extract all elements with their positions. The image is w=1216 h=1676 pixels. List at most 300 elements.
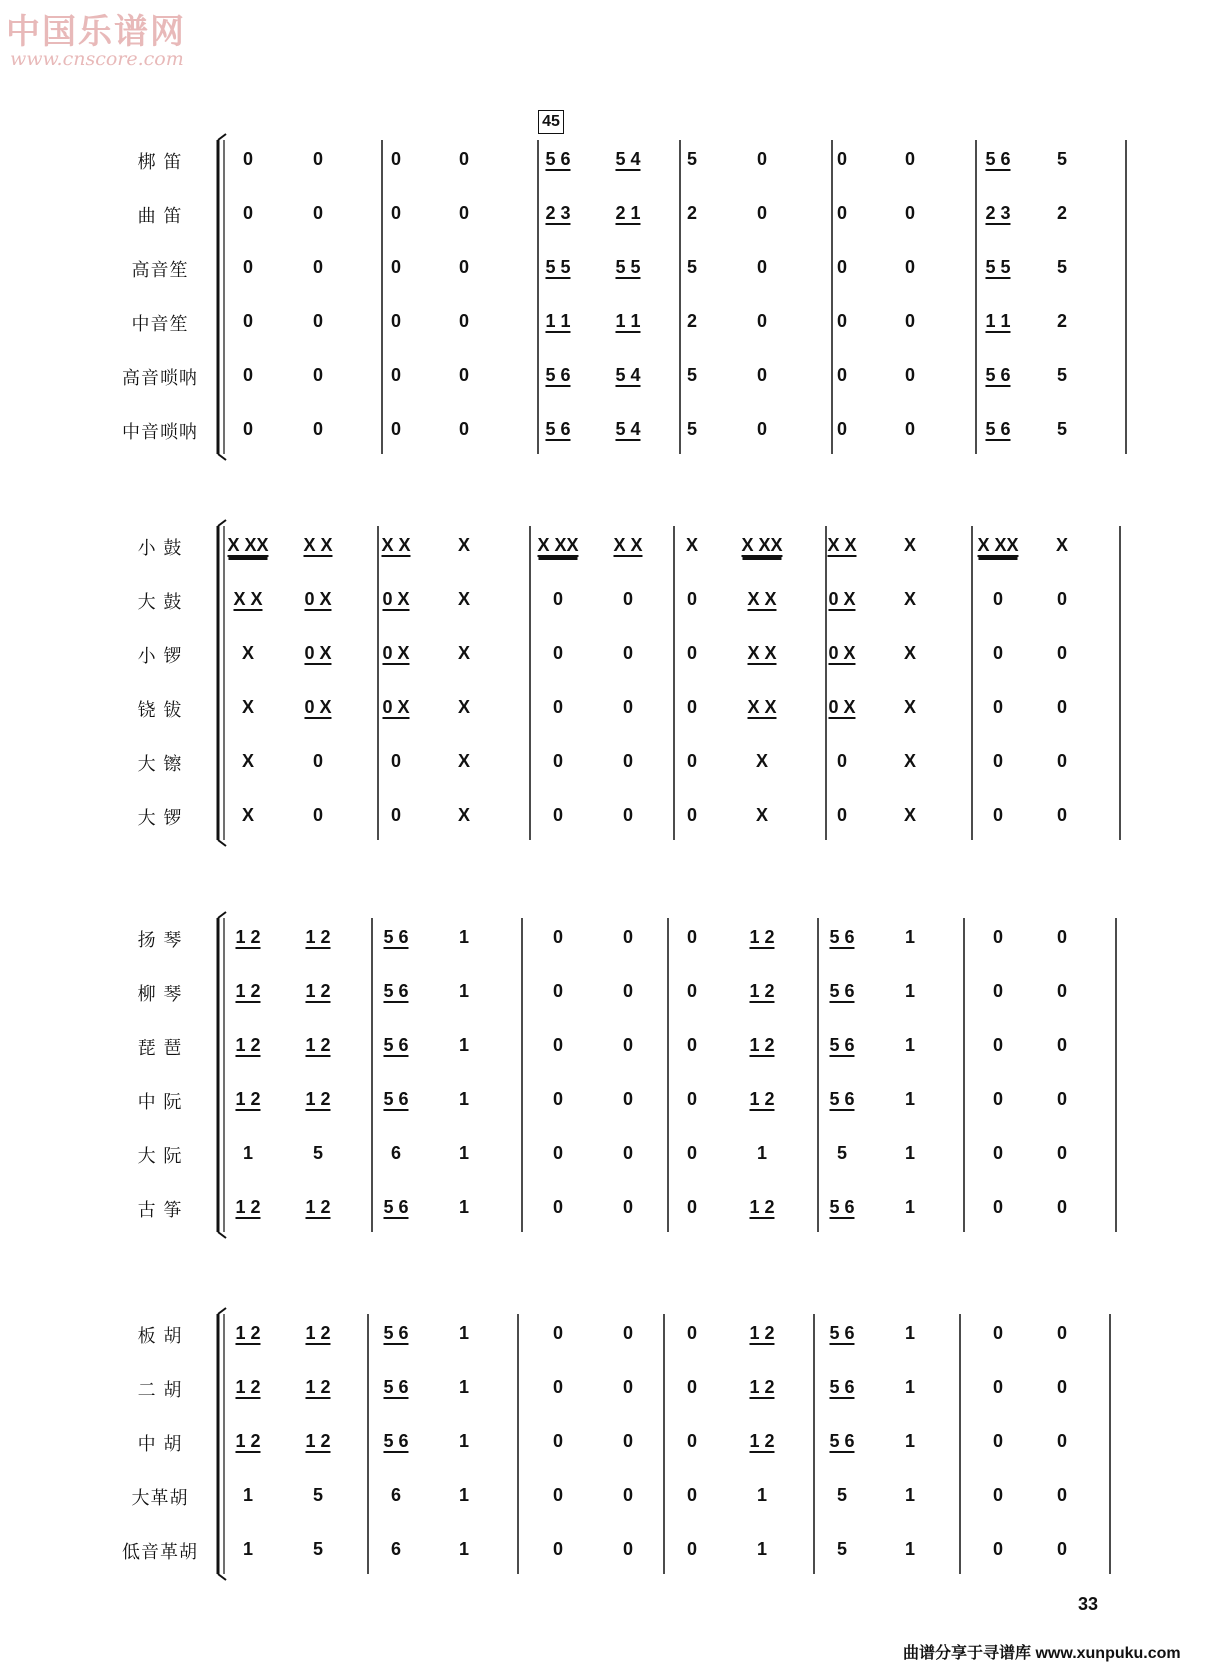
note: 0 X [828,697,856,717]
note: 1 2 [749,1377,775,1397]
note: 1 [458,1089,470,1109]
note: 1 2 [749,927,775,947]
note: 0 [756,311,768,331]
note: 1 [458,1035,470,1055]
note: 5 6 [985,365,1011,385]
note: X [457,535,471,555]
note: 0 [622,1197,634,1217]
note: 1 2 [235,981,261,1001]
note: 1 2 [235,1377,261,1397]
note: 1 2 [749,1323,775,1343]
note: 5 [686,149,698,169]
note: 0 [622,1323,634,1343]
note: 0 [1056,751,1068,771]
note: 1 2 [235,1431,261,1451]
instrument-label: 扬 琴 [137,930,183,951]
note: 1 [904,1431,916,1451]
note: 1 [904,1035,916,1055]
note: 0 [992,981,1004,1001]
note: 2 3 [985,203,1011,223]
note: X XX [977,535,1019,555]
note: 5 [686,419,698,439]
note: 0 [242,257,254,277]
note: 0 [552,751,564,771]
note: 1 1 [545,311,571,331]
note: 0 [686,751,698,771]
note: 5 4 [615,365,641,385]
note: 5 6 [383,981,409,1001]
note: 0 [312,203,324,223]
note: 5 [1056,365,1068,385]
note: 1 [904,1377,916,1397]
note: 0 [686,1431,698,1451]
note: X X [747,589,777,609]
note: 5 6 [829,1377,855,1397]
note: 0 [992,1197,1004,1217]
note: X [457,751,471,771]
note: 1 [458,981,470,1001]
note: 1 2 [749,1035,775,1055]
note: 0 [390,203,402,223]
note: 0 X [382,589,410,609]
note: 1 [242,1539,254,1559]
note: 0 X [828,589,856,609]
note: 5 5 [985,257,1011,277]
note: 0 [836,311,848,331]
note: 0 [1056,805,1068,825]
note: 1 2 [305,927,331,947]
note: 5 6 [829,927,855,947]
note: X X [747,697,777,717]
note: 1 1 [615,311,641,331]
instrument-label: 梆 笛 [137,152,183,173]
note: 2 [1056,311,1068,331]
note: 0 [622,751,634,771]
note: 1 [904,1485,916,1505]
note: 0 X [304,589,332,609]
note: 0 [312,419,324,439]
note: 0 [622,1035,634,1055]
note: 1 [756,1539,768,1559]
note: 5 [686,365,698,385]
note: 0 [992,1143,1004,1163]
note: 0 [552,927,564,947]
note: 0 [552,1197,564,1217]
note: 0 [622,589,634,609]
note: 1 2 [305,1431,331,1451]
note: 0 [686,643,698,663]
note: 0 [904,365,916,385]
note: 0 [1056,1197,1068,1217]
note: 1 [458,1377,470,1397]
note: 0 [686,1089,698,1109]
note: X [241,643,255,663]
page-number: 33 [1078,1594,1099,1614]
note: 1 [756,1143,768,1163]
note: 5 [312,1539,324,1559]
note: 0 [756,365,768,385]
note: X X [303,535,333,555]
note: 0 [686,589,698,609]
note: 0 [904,419,916,439]
note: 0 [458,419,470,439]
note: 6 [390,1485,402,1505]
note: 0 [312,311,324,331]
instrument-label: 小 鼓 [137,538,183,559]
note: 1 2 [235,927,261,947]
note: 0 [686,697,698,717]
note: 0 [242,311,254,331]
system-bracket-bottom [218,454,226,460]
note: 0 [992,751,1004,771]
note: 0 [312,149,324,169]
note: 0 [390,805,402,825]
note: 1 2 [235,1323,261,1343]
note: 2 [1056,203,1068,223]
note: 5 6 [985,149,1011,169]
watermark-url: www.cnscore.com [10,48,184,70]
note: 0 [312,805,324,825]
note: 0 X [382,643,410,663]
note: 1 [904,1143,916,1163]
note: 5 6 [383,1089,409,1109]
note: 0 [1056,697,1068,717]
instrument-label: 低音革胡 [122,1542,198,1563]
note: 0 [552,1485,564,1505]
note: 1 [904,1323,916,1343]
note: 0 [622,805,634,825]
note: 1 [904,1089,916,1109]
note: 0 [836,419,848,439]
note: X X [381,535,411,555]
note: 0 [836,805,848,825]
note: 0 [992,805,1004,825]
note: X XX [741,535,783,555]
note: 1 [458,1431,470,1451]
note: 0 [312,365,324,385]
note: 5 [312,1485,324,1505]
note: 0 [992,1539,1004,1559]
note: 0 [686,1143,698,1163]
note: 0 [312,257,324,277]
note: 1 [458,1197,470,1217]
note: 5 5 [545,257,571,277]
instrument-label: 大 镲 [137,754,183,775]
note: 1 2 [749,1197,775,1217]
note: 0 X [304,697,332,717]
note: 1 2 [305,1197,331,1217]
note: 0 [552,1143,564,1163]
note: 0 [756,257,768,277]
note: 5 6 [545,149,571,169]
note: 5 6 [829,1197,855,1217]
note: X [903,751,917,771]
note: 5 6 [383,927,409,947]
note: X XX [227,535,269,555]
note: 5 [686,257,698,277]
note: X [241,751,255,771]
instrument-label: 中 阮 [137,1092,183,1113]
note: 0 [756,149,768,169]
note: 1 2 [749,1089,775,1109]
note: 1 [756,1485,768,1505]
note: X X [613,535,643,555]
note: 6 [390,1143,402,1163]
note: 0 [458,149,470,169]
note: 0 [904,311,916,331]
note: 1 1 [985,311,1011,331]
note: 0 [312,751,324,771]
system-bracket-bottom [218,840,226,846]
note: 0 [836,203,848,223]
note: 0 [992,1323,1004,1343]
note: 1 2 [305,1089,331,1109]
note: 5 6 [383,1377,409,1397]
note: 0 [390,365,402,385]
instrument-label: 高音笙 [131,260,189,281]
note: 0 [686,1377,698,1397]
instrument-label: 小 锣 [137,646,183,667]
note: X [903,697,917,717]
note: 0 [622,1089,634,1109]
note: 1 [904,1197,916,1217]
note: 0 [1056,1539,1068,1559]
note: 5 6 [383,1323,409,1343]
note: 6 [390,1539,402,1559]
note: X [457,643,471,663]
note: 0 [904,257,916,277]
note: 0 [686,1323,698,1343]
note: 0 [836,365,848,385]
note: 1 [458,1539,470,1559]
note: X [903,535,917,555]
note: 0 [622,1431,634,1451]
note: X [457,805,471,825]
note: 0 [836,257,848,277]
note: X XX [537,535,579,555]
note: 0 [552,589,564,609]
note: 0 X [304,643,332,663]
instrument-label: 高音唢呐 [122,368,198,389]
note: 0 [1056,1089,1068,1109]
note: 0 [992,697,1004,717]
note: 0 [552,981,564,1001]
instrument-label: 板 胡 [137,1326,183,1347]
note: 0 [552,1539,564,1559]
note: 0 [756,203,768,223]
instrument-label: 大革胡 [131,1488,189,1509]
note: 0 [992,1431,1004,1451]
note: 1 [458,1143,470,1163]
instrument-label: 大 阮 [137,1146,183,1167]
note: 5 6 [829,1323,855,1343]
note: 5 6 [829,1035,855,1055]
note: X [241,805,255,825]
note: 0 [242,365,254,385]
instrument-label: 二 胡 [137,1380,183,1401]
note: 0 [622,1485,634,1505]
note: 0 [1056,1485,1068,1505]
note: 5 [1056,419,1068,439]
note: 5 [1056,257,1068,277]
note: 0 [686,981,698,1001]
note: 1 2 [235,1197,261,1217]
note: 0 [622,643,634,663]
note: 0 [1056,1143,1068,1163]
rehearsal-mark: 45 [538,110,564,134]
note: X [1055,535,1069,555]
note: 0 [686,1539,698,1559]
note: 0 [992,1485,1004,1505]
instrument-label: 曲 笛 [137,206,183,227]
note: 5 6 [829,981,855,1001]
note: 0 [686,1035,698,1055]
note: 0 [552,1323,564,1343]
note: X [755,751,769,771]
note: 0 [1056,589,1068,609]
note: 1 2 [305,1323,331,1343]
note: 0 [622,1143,634,1163]
system-bracket-bottom [218,1574,226,1580]
note: 1 2 [235,1035,261,1055]
note: 0 [1056,981,1068,1001]
note: 0 [686,927,698,947]
note: 1 [242,1485,254,1505]
note: 0 [686,1197,698,1217]
note: 0 [390,751,402,771]
note: 1 [242,1143,254,1163]
note: 0 [1056,1323,1068,1343]
note: 1 [458,1323,470,1343]
note: X [457,589,471,609]
note: 0 [992,1035,1004,1055]
note: 5 [1056,149,1068,169]
note: 1 2 [305,981,331,1001]
note: 0 [836,751,848,771]
note: 0 [992,1377,1004,1397]
note: 0 [622,1539,634,1559]
note: 0 [992,1089,1004,1109]
note: 0 [1056,643,1068,663]
instrument-label: 大 鼓 [137,592,183,613]
note: 1 2 [235,1089,261,1109]
instrument-label: 琵 琶 [137,1038,183,1059]
note: 0 [904,203,916,223]
system-bracket-bottom [218,1232,226,1238]
instrument-label: 中音唢呐 [122,422,198,443]
note: 2 1 [615,203,641,223]
note: 5 6 [383,1197,409,1217]
note: 5 6 [383,1431,409,1451]
note: X [755,805,769,825]
note: 5 6 [545,365,571,385]
note: 0 [836,149,848,169]
note: 1 [458,927,470,947]
footer-credit: 曲谱分享于寻谱库 www.xunpuku.com [903,1645,1181,1662]
note: 0 [756,419,768,439]
note: 0 [458,311,470,331]
note: 5 4 [615,149,641,169]
note: 1 [458,1485,470,1505]
note: 0 [458,365,470,385]
note: X [903,589,917,609]
note: 0 [622,981,634,1001]
note: 0 [992,589,1004,609]
instrument-label: 柳 琴 [137,984,183,1005]
note: 2 [686,203,698,223]
note: 1 2 [305,1035,331,1055]
instrument-label: 中 胡 [137,1434,183,1455]
note: X [457,697,471,717]
note: 2 [686,311,698,331]
note: 0 [458,203,470,223]
note: 0 [622,697,634,717]
note: 0 [390,419,402,439]
note: 5 4 [615,419,641,439]
note: X [903,805,917,825]
note: 5 [312,1143,324,1163]
note: 0 [390,149,402,169]
note: 0 [552,643,564,663]
instrument-label: 古 筝 [137,1200,183,1221]
note: 2 3 [545,203,571,223]
note: 0 [1056,927,1068,947]
note: 0 [552,1377,564,1397]
note: 5 [836,1485,848,1505]
note: 1 [904,927,916,947]
note: 0 [390,311,402,331]
system-bracket-top [218,912,226,918]
note: 0 [242,419,254,439]
note: X X [233,589,263,609]
note: 0 [1056,1377,1068,1397]
note: 0 [1056,1035,1068,1055]
note: 0 [390,257,402,277]
note: 0 [242,149,254,169]
watermark-title: 中国乐谱网 [6,12,186,52]
note: 0 [458,257,470,277]
note: 0 [992,927,1004,947]
note: X X [747,643,777,663]
note: 1 2 [749,981,775,1001]
system-bracket-top [218,520,226,526]
instrument-label: 中音笙 [131,314,189,335]
note: 0 [686,1485,698,1505]
note: 0 [552,805,564,825]
note: 0 [552,1035,564,1055]
note: 5 6 [829,1431,855,1451]
note: 0 [552,1089,564,1109]
note: 1 [904,981,916,1001]
system-bracket-top [218,134,226,140]
note: 5 [836,1539,848,1559]
system-bracket-top [218,1308,226,1314]
note: 0 [552,697,564,717]
note: 0 [992,643,1004,663]
note: 0 [686,805,698,825]
instrument-label: 铙 钹 [137,700,183,721]
note: X [241,697,255,717]
note: 1 2 [305,1377,331,1397]
note: 5 6 [985,419,1011,439]
note: X [903,643,917,663]
note: 5 6 [545,419,571,439]
note: 0 X [382,697,410,717]
note: 5 6 [829,1089,855,1109]
note: 0 [904,149,916,169]
note: 1 [904,1539,916,1559]
note: X [685,535,699,555]
